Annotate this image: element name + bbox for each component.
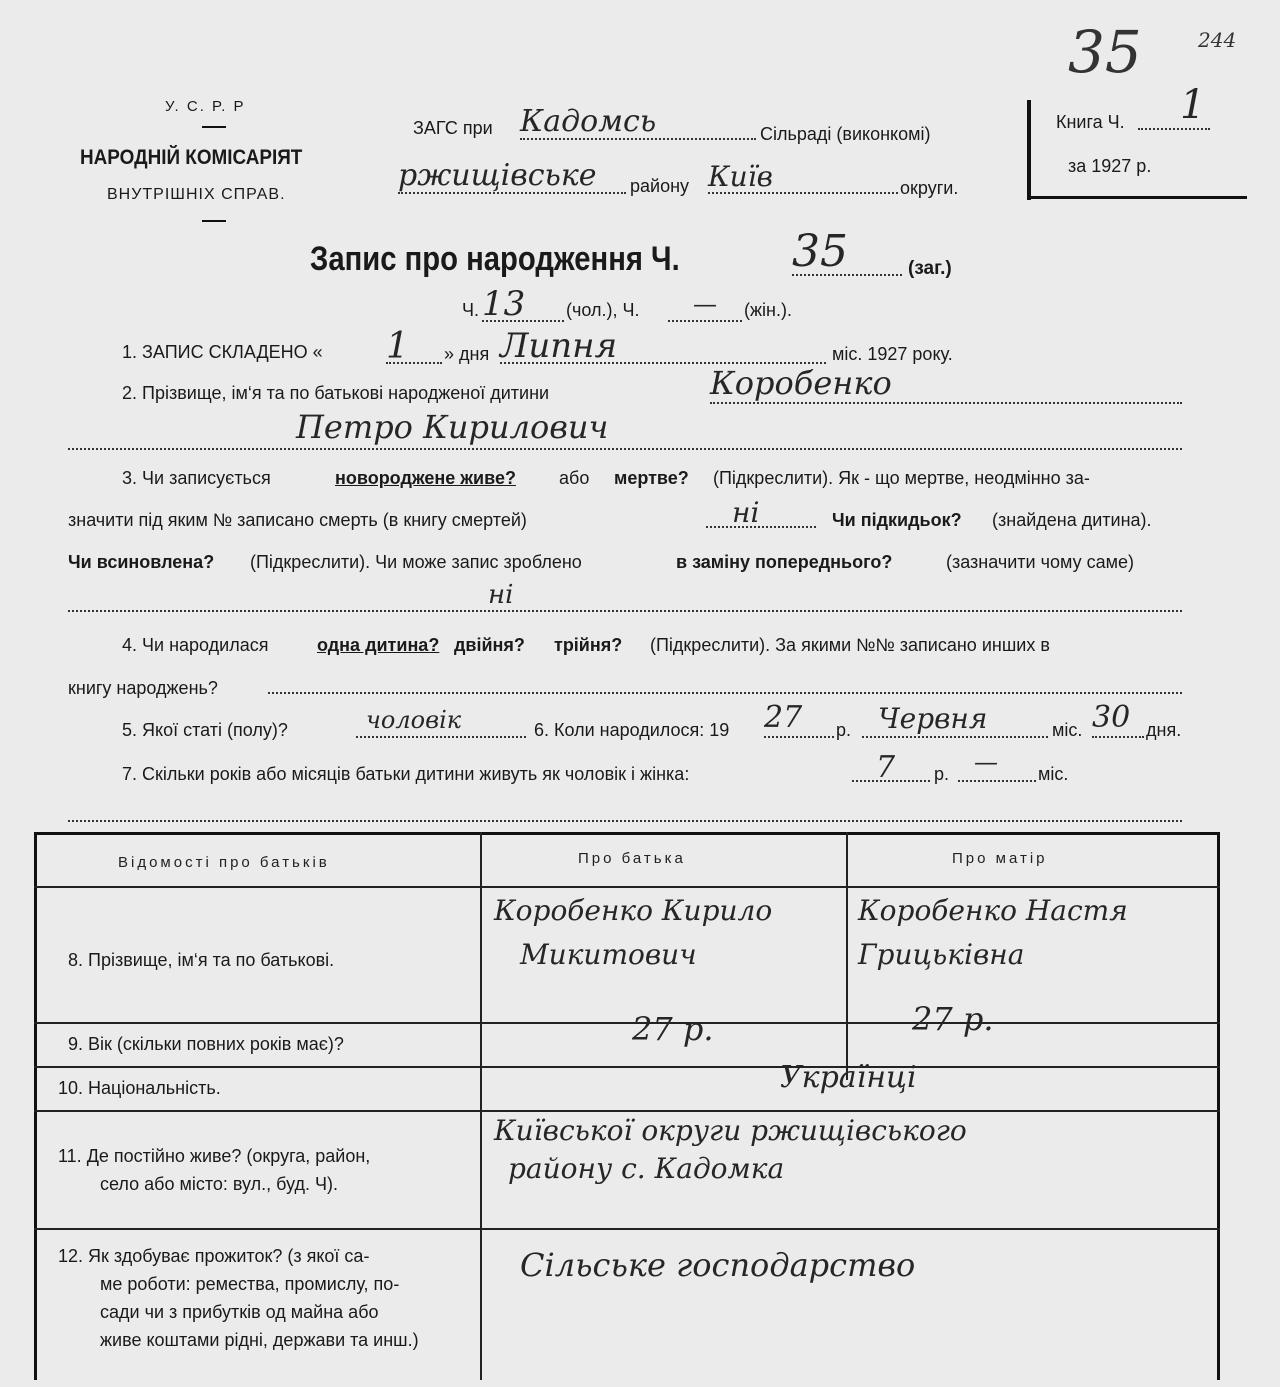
page-number-handwritten: 35 [1068, 18, 1142, 86]
item3-l2a: значити під яким № записано смерть (в книгу смертей) [68, 510, 527, 530]
table-row-divider [34, 1022, 1220, 1024]
divider [202, 220, 226, 222]
table-row-divider [34, 1110, 1220, 1112]
item4-single: одна дитина? [317, 635, 440, 655]
subtitle-ch: Ч. [462, 300, 479, 320]
title-suffix: (заг.) [908, 258, 952, 279]
months-together-handwritten: — [958, 748, 1036, 782]
item3-l1e: (Підкреслити). Як - що мертве, неодмінно за- [713, 468, 1090, 488]
row11-label-line2: село або місто: вул., буд. Ч). [100, 1174, 338, 1194]
residence-line1: Київської округи ржищівського [494, 1114, 967, 1147]
item3-alive: новороджене живе? [335, 468, 516, 488]
council-suffix: Сільраді (виконкомі) [760, 124, 931, 144]
residence-line2: району с. Кадомка [508, 1152, 785, 1185]
years-together-handwritten: 7 [852, 750, 930, 782]
table-col-divider [846, 832, 848, 1080]
item4-l1a: 4. Чи народилася [122, 635, 269, 655]
item7-label: 7. Скільки років або місяців батьки дитини живуть як чоловік і жінка: [122, 764, 690, 784]
item6-dnya: дня. [1146, 720, 1182, 740]
item1-day-handwritten: 1 [386, 326, 442, 364]
row10-label: 10. Національність. [58, 1078, 221, 1098]
item3-l3b: (Підкреслити). Чи може запис зроблено [250, 552, 582, 572]
item3-or: або [559, 468, 590, 488]
child-surname-handwritten: Коробенко [710, 364, 1182, 404]
item1-tail: міс. 1927 року. [832, 344, 953, 364]
birth-year-handwritten: 27 [764, 700, 834, 738]
book-box-border [1027, 100, 1031, 200]
commissariat-title: НАРОДНІЙ КОМІСАРІЯТ [80, 146, 303, 169]
birth-month-handwritten: Червня [862, 702, 1048, 738]
item7-dots [68, 820, 1182, 822]
nationality: Українці [780, 1060, 917, 1095]
item4-twins: двійня? [454, 635, 525, 655]
mother-name-line1: Коробенко Настя [858, 894, 1128, 927]
replace-reason-handwritten: ні [68, 580, 1182, 612]
item4-dots [268, 692, 1182, 694]
father-age: 27 р. [632, 1010, 714, 1048]
department-label: ВНУТРІШНІХ СПРАВ. [107, 186, 286, 203]
row12-label-line2: ме роботи: ремества, промислу, по- [100, 1274, 400, 1294]
row12-label-line3: сади чи з прибутків од майна або [100, 1302, 379, 1322]
page-title: Запис про народження Ч. [310, 240, 680, 278]
book-year: за 1927 р. [1068, 156, 1152, 176]
death-number-handwritten: ні [706, 496, 816, 528]
book-box-border [1027, 196, 1247, 199]
item4-triplets: трійня? [554, 635, 623, 655]
okrug-label: округи. [900, 178, 959, 198]
book-label: Книга Ч. [1056, 112, 1125, 132]
birth-day-handwritten: 30 [1092, 700, 1144, 738]
male-label: (чол.), Ч. [566, 300, 640, 320]
okrug-handwritten: Київ [708, 160, 898, 194]
item3-l2c: (знайдена дитина). [992, 510, 1152, 530]
item2-label: 2. Прізвище, ім‘я та по батькові народженої дитини [122, 383, 550, 403]
header-father: Про батька [578, 850, 686, 867]
item3-dead: мертве? [614, 468, 689, 488]
item6-r: р. [836, 720, 852, 740]
record-number-handwritten: 35 [792, 226, 902, 276]
ussr-label: У. С. Р. Р [165, 98, 246, 115]
table-col-divider [480, 832, 482, 1380]
item6-label: 6. Коли народилося: 19 [534, 720, 730, 740]
book-number-dots [1138, 128, 1210, 130]
father-name-line2: Микитович [520, 938, 697, 971]
row11-label-line1: 11. Де постійно живе? (округа, район, [58, 1146, 371, 1166]
mother-name-line2: Грицьківна [858, 938, 1025, 971]
father-name-line1: Коробенко Кирило [494, 894, 773, 927]
item5-label: 5. Якої статі (полу)? [122, 720, 288, 740]
child-name-handwritten: Петро Кирилович [68, 408, 1182, 450]
item3-l3d: (зазначити чому саме) [946, 552, 1134, 572]
female-number-handwritten: — [668, 290, 742, 322]
item7-r: р. [934, 764, 950, 784]
table-row-divider [34, 1228, 1220, 1230]
item1-label: 1. ЗАПИС СКЛАДЕНО « [122, 342, 323, 362]
item4-l2: книгу народжень? [68, 678, 218, 698]
item6-mis: міс. [1052, 720, 1083, 740]
table-row-divider [34, 1066, 1220, 1068]
item3-replace: в заміну попереднього? [676, 552, 893, 572]
header-mother: Про матір [952, 850, 1048, 867]
item3-adopted: Чи всиновлена? [68, 552, 215, 572]
district-label: району [630, 176, 690, 196]
sheet-number-handwritten: 244 [1198, 28, 1237, 52]
item3-foundling: Чи підкидьок? [832, 510, 962, 530]
livelihood: Сільське господарство [520, 1246, 916, 1284]
item3-l1a: 3. Чи записується [122, 468, 271, 488]
item1-mid: » дня [444, 344, 490, 364]
council-handwritten: Кадомсь [520, 104, 756, 140]
table-row-divider [34, 886, 1220, 888]
row8-label: 8. Прізвище, ім‘я та по батькові. [68, 950, 335, 970]
row12-label-line1: 12. Як здобуває прожиток? (з якої са- [58, 1246, 370, 1266]
male-number-handwritten: 13 [482, 284, 564, 322]
mother-age: 27 р. [912, 1000, 994, 1038]
row12-label-line4: живе коштами рідні, держави та инш.) [100, 1330, 419, 1350]
divider [202, 126, 226, 128]
header-parents-info: Відомості про батьків [118, 854, 330, 871]
zags-prefix: ЗАГС при [413, 118, 493, 138]
item4-l1e: (Підкреслити). За якими №№ записано инших в [650, 635, 1050, 655]
sex-handwritten: чоловік [356, 706, 526, 738]
item1-month-handwritten: Липня [500, 326, 826, 364]
row9-label: 9. Вік (скільки повних років має)? [68, 1034, 344, 1054]
book-number-handwritten: 1 [1180, 82, 1206, 128]
item7-mis: міс. [1038, 764, 1069, 784]
district-handwritten: ржищівське [398, 158, 626, 194]
female-label: (жін.). [744, 300, 792, 320]
